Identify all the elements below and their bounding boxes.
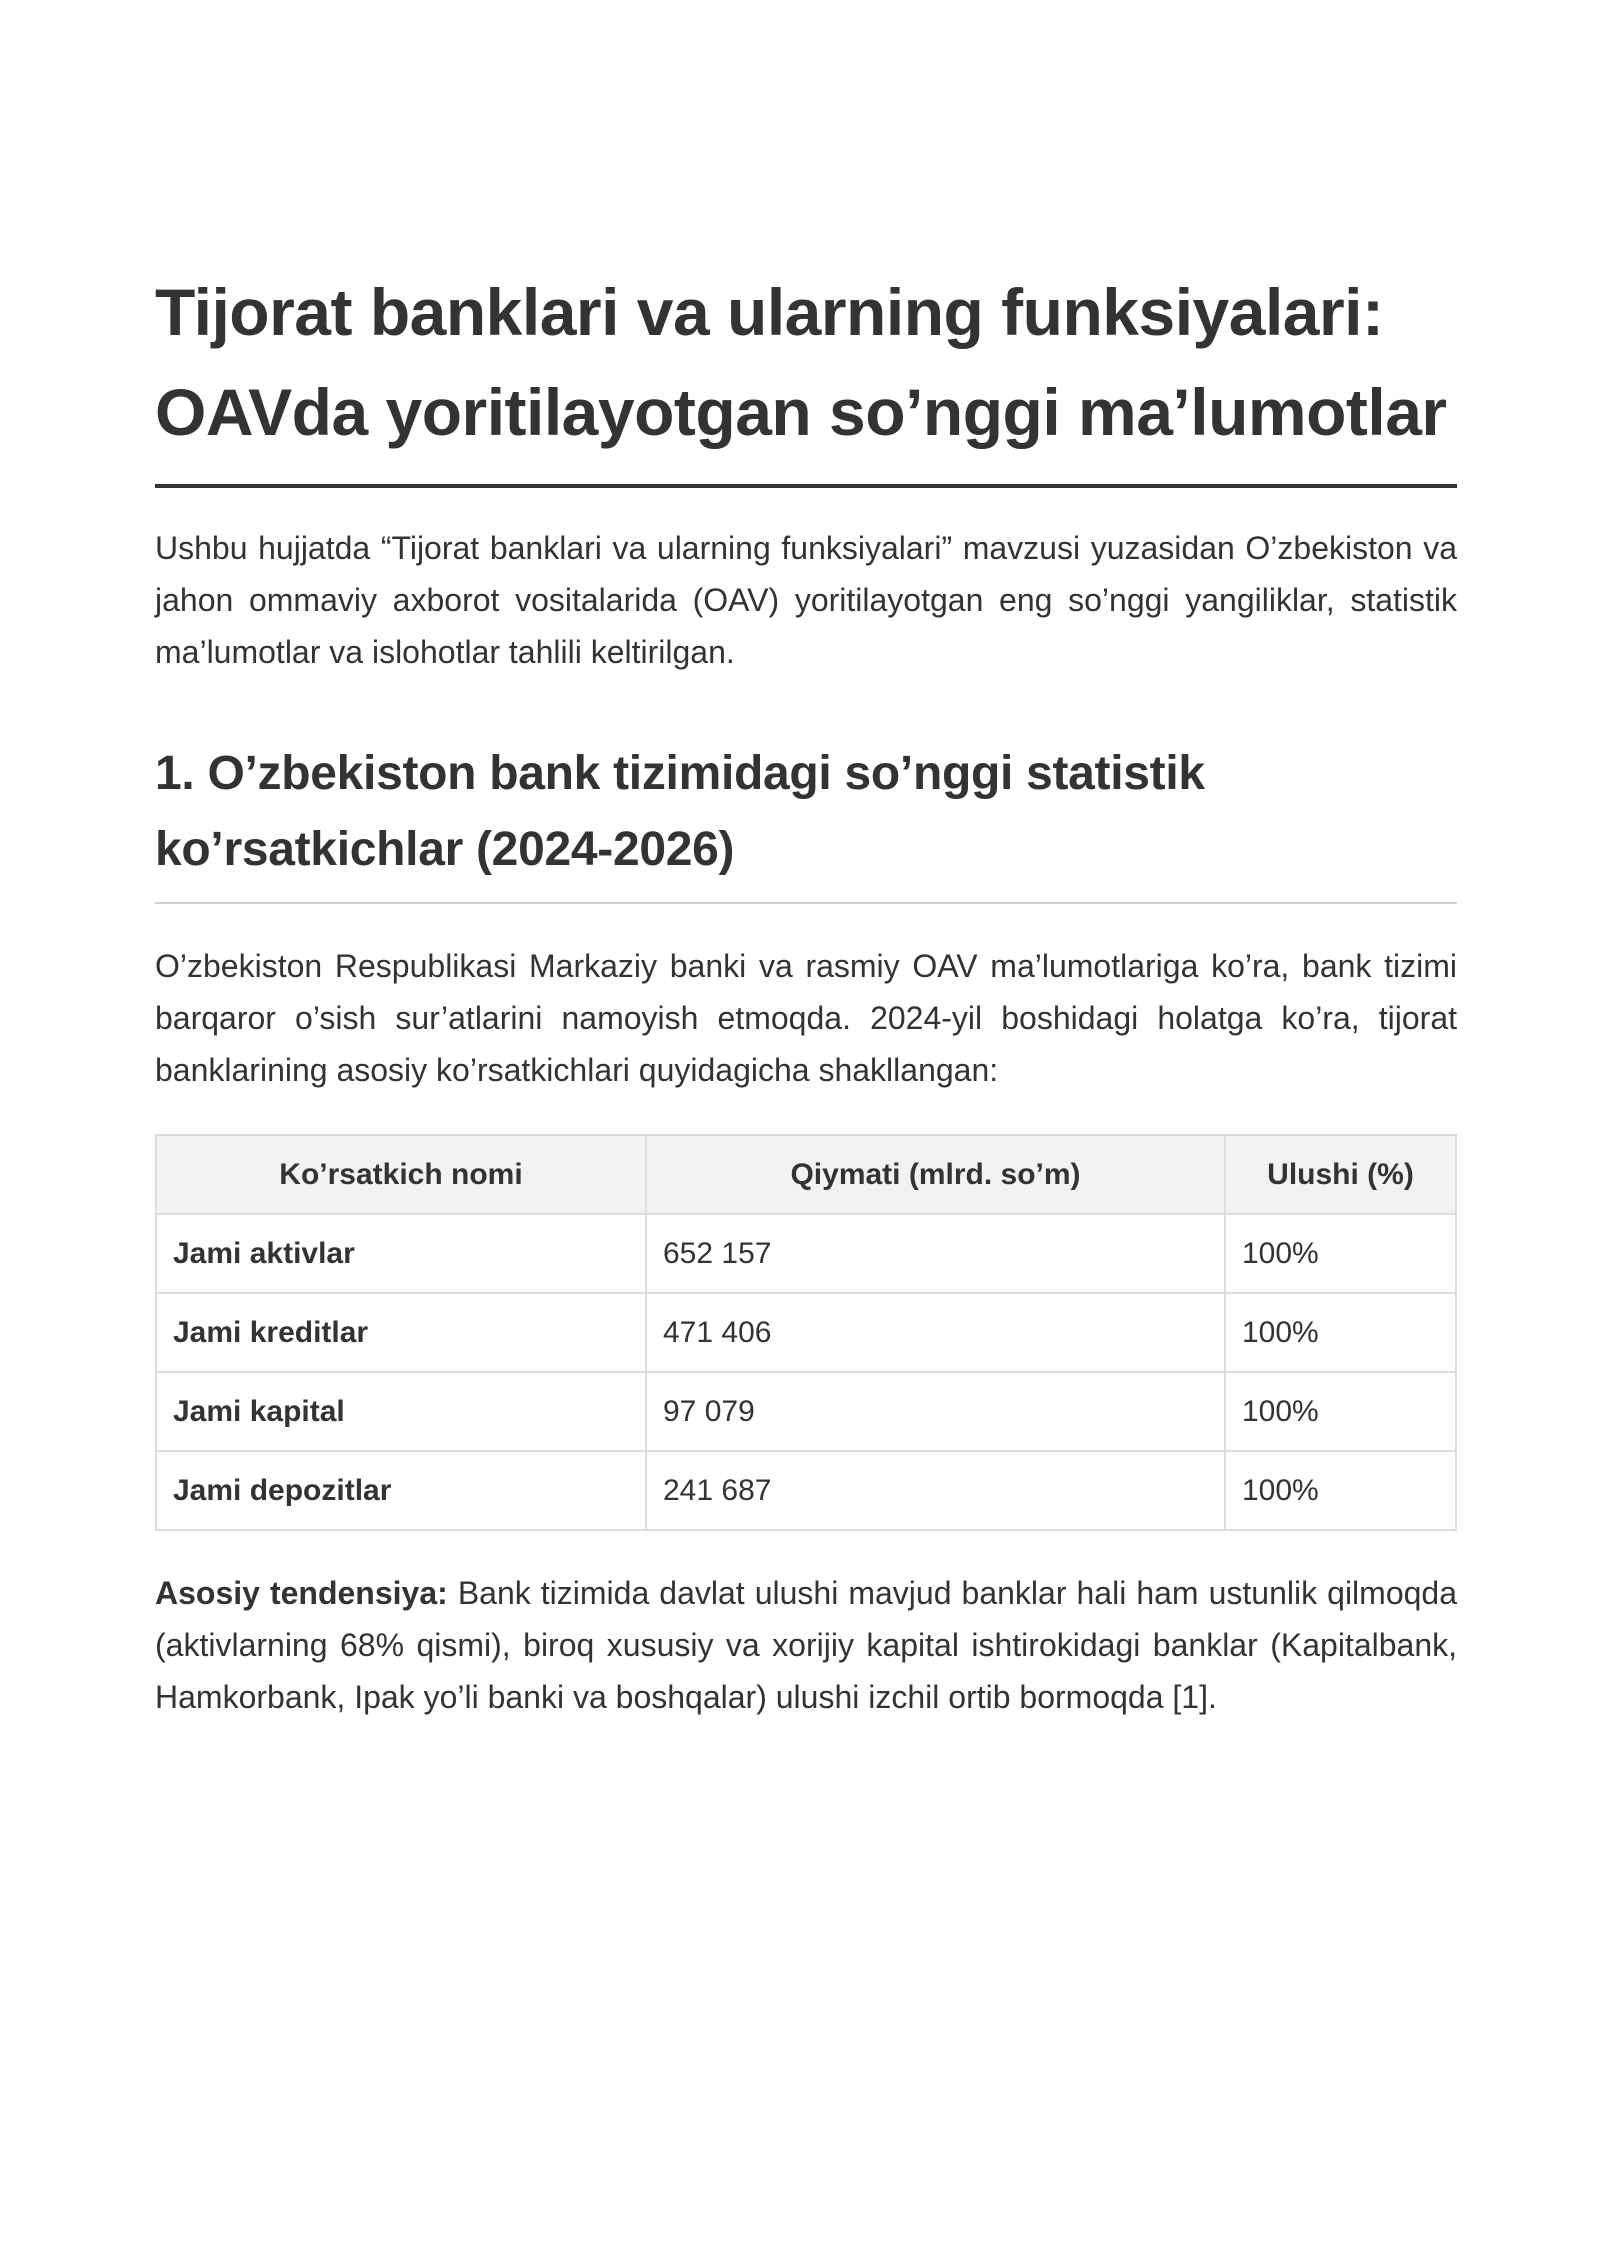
trend-note bbox=[155, 1567, 1457, 1723]
section-paragraph: O’zbekiston Respublikasi Markaziy banki va rasmiy OAV ma’lumotlariga ko’ra, bank tizimi barqaror o’sish sur’atlarini namoyish etmoqda. 2024-yil boshidagi holatga ko’ra, tijorat banklarining asosiy ko’rsatkichlari quyidagicha shakllangan: bbox=[155, 948, 1457, 1088]
table-header-row bbox=[156, 1135, 1456, 1214]
trend-note-label: Asosiy tendensiya: bbox=[155, 1575, 448, 1611]
intro-paragraph: Ushbu hujjatda “Tijorat banklari va ularning funksiyalari” mavzusi yuzasidan O’zbekiston va jahon ommaviy axborot vositalarida (OAV) yoritilayotgan eng so’nggi yangiliklar, statistik ma’lumotlar va islohotlar tahlili keltirilgan. bbox=[155, 530, 1457, 670]
table-row bbox=[156, 1372, 1456, 1451]
table-cell-value: 97 079 bbox=[646, 1372, 1225, 1451]
table-header-cell: Ulushi (%) bbox=[1225, 1135, 1456, 1214]
table-cell-value: 241 687 bbox=[646, 1451, 1225, 1530]
section-divider bbox=[155, 902, 1457, 904]
trend-note-text: Bank tizimida davlat ulushi mavjud banklar hali ham ustunlik qilmoqda (aktivlarning 68% qismi), biroq xususiy va xorijiy kapital ishtirokidagi banklar (Kapitalbank, Hamkorbank, Ipak yo’li banki va boshqalar) ulushi izchil ortib bormoqda [1]. bbox=[155, 1575, 1458, 1715]
section-heading: 1. O’zbekiston bank tizimidagi so’nggi statistik ko’rsatkichlar (2024-2026) bbox=[155, 747, 1205, 876]
table-row bbox=[156, 1293, 1456, 1372]
table-cell-share: 100% bbox=[1225, 1451, 1456, 1530]
table-header-cell: Ko’rsatkich nomi bbox=[156, 1135, 646, 1214]
document-page bbox=[155, 262, 1457, 1723]
table-cell-indicator: Jami kapital bbox=[156, 1372, 646, 1451]
table-cell-share: 100% bbox=[1225, 1293, 1456, 1372]
table-cell-indicator: Jami depozitlar bbox=[156, 1451, 646, 1530]
title-divider bbox=[155, 484, 1457, 488]
table-header-cell: Qiymati (mlrd. so’m) bbox=[646, 1135, 1225, 1214]
statistics-table bbox=[155, 1134, 1457, 1531]
table-row bbox=[156, 1451, 1456, 1530]
table-cell-value: 471 406 bbox=[646, 1293, 1225, 1372]
table-row bbox=[156, 1214, 1456, 1293]
table-cell-indicator: Jami kreditlar bbox=[156, 1293, 646, 1372]
table-cell-indicator: Jami aktivlar bbox=[156, 1214, 646, 1293]
table-cell-share: 100% bbox=[1225, 1372, 1456, 1451]
table-cell-value: 652 157 bbox=[646, 1214, 1225, 1293]
table-cell-share: 100% bbox=[1225, 1214, 1456, 1293]
document-title: Tijorat banklari va ularning funksiyalari: OAVda yoritilayotgan so’nggi ma’lumotlar bbox=[155, 275, 1447, 449]
